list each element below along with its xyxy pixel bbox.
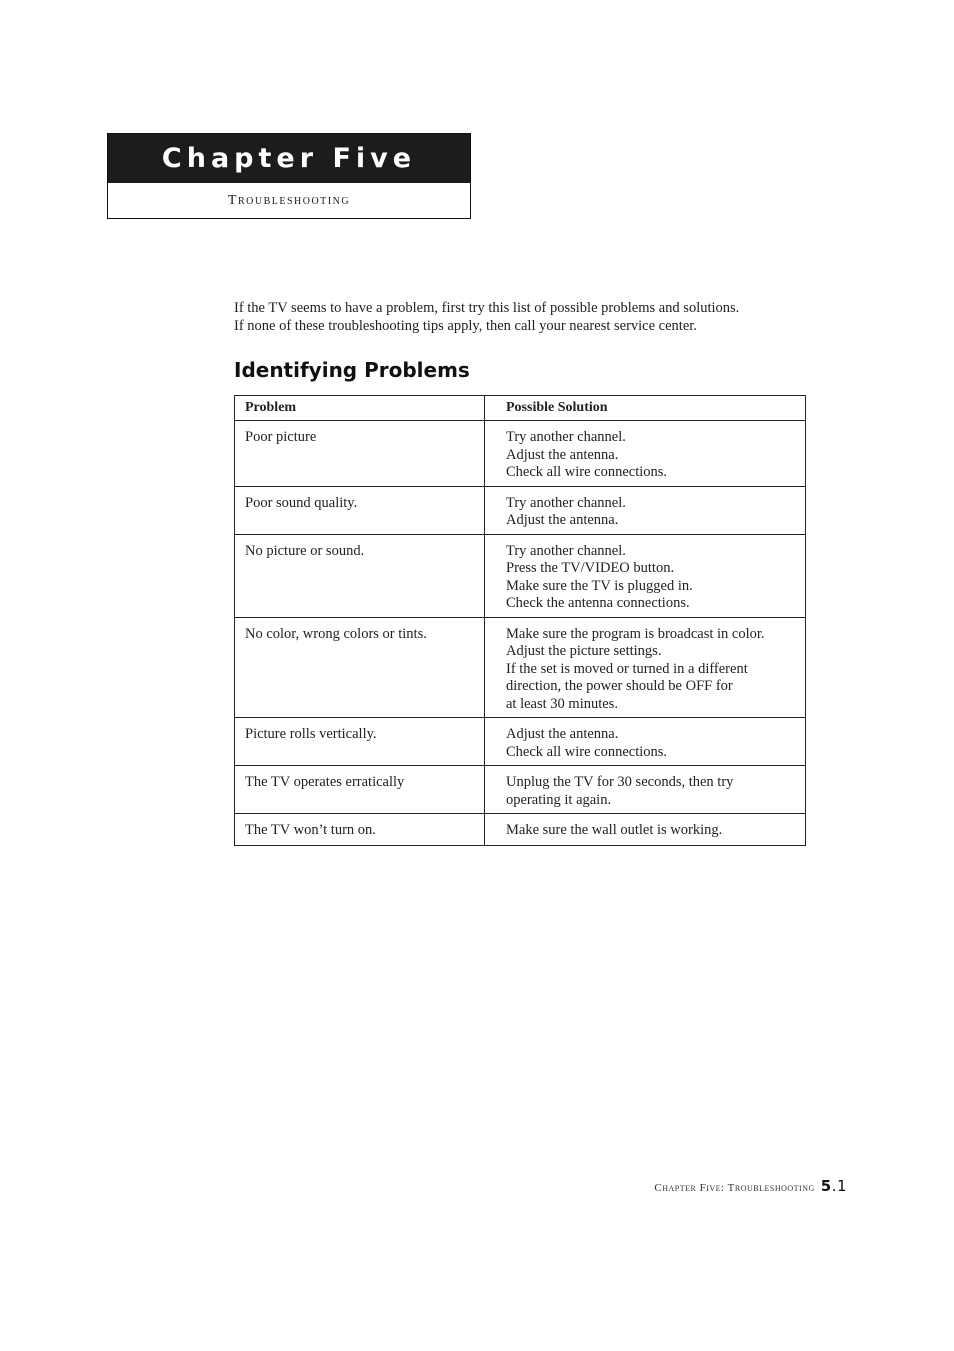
solution-cell	[485, 718, 806, 766]
table-row	[235, 617, 806, 718]
solution-line: Adjust the antenna.	[506, 512, 619, 528]
solution-line: Adjust the antenna.	[506, 726, 619, 742]
solution-line: Try another channel.	[506, 494, 626, 511]
chapter-subtitle: Troubleshooting	[227, 193, 351, 208]
intro-line: If the TV seems to have a problem, first try this list of possible problems and solutions.	[234, 300, 740, 316]
problem-cell: No picture or sound.	[235, 534, 485, 617]
column-header-solution: Possible Solution	[485, 396, 806, 421]
problem-cell: No color, wrong colors or tints.	[235, 617, 485, 718]
solution-line: Try another channel.	[506, 429, 626, 445]
table-row	[235, 814, 806, 846]
solution-line: Check the antenna connections.	[506, 595, 690, 611]
table-row	[235, 766, 806, 814]
table-row	[235, 486, 806, 534]
chapter-title: Chapter Five	[108, 134, 470, 183]
solution-line: Make sure the wall outlet is working.	[506, 822, 723, 838]
solution-cell	[485, 421, 806, 487]
table-header-row	[235, 396, 806, 421]
solution-cell	[485, 814, 806, 846]
intro-paragraph	[234, 299, 834, 335]
table-row	[235, 534, 806, 617]
solution-line: Adjust the antenna.	[506, 446, 619, 463]
solution-line: Make sure the TV is plugged in.	[506, 577, 693, 594]
page-number-minor: .1	[831, 1177, 847, 1195]
problem-cell: The TV operates erratically	[235, 766, 485, 814]
solution-line: Adjust the picture settings.	[506, 643, 662, 659]
solution-line: Make sure the program is broadcast in color.	[506, 625, 765, 642]
page-footer	[654, 1177, 847, 1195]
chapter-header	[107, 133, 471, 219]
solution-line: Try another channel.	[506, 542, 626, 559]
table-body	[235, 421, 806, 846]
solution-cell	[485, 617, 806, 718]
section-heading: Identifying Problems	[234, 358, 470, 382]
table-row	[235, 718, 806, 766]
running-head: Chapter Five: Troubleshooting	[654, 1182, 815, 1194]
solution-cell	[485, 534, 806, 617]
solution-line: If the set is moved or turned in a different	[506, 660, 748, 677]
solution-line: Check all wire connections.	[506, 743, 668, 760]
solution-line: at least 30 minutes.	[506, 695, 618, 712]
intro-line: If none of these troubleshooting tips apply, then call your nearest service center.	[234, 318, 697, 334]
table-row	[235, 421, 806, 487]
page-number	[821, 1177, 847, 1195]
solution-line: Unplug the TV for 30 seconds, then try	[506, 774, 734, 790]
solution-line: operating it again.	[506, 791, 612, 808]
solution-cell	[485, 486, 806, 534]
solution-line: direction, the power should be OFF for	[506, 678, 733, 694]
solution-cell	[485, 766, 806, 814]
solution-line: Check all wire connections.	[506, 464, 668, 480]
page-number-major: 5	[820, 1177, 832, 1195]
problem-cell: The TV won’t turn on.	[235, 814, 485, 846]
solution-line: Press the TV/VIDEO button.	[506, 560, 675, 576]
problem-cell: Picture rolls vertically.	[235, 718, 485, 766]
problem-cell: Poor sound quality.	[235, 486, 485, 534]
problem-cell: Poor picture	[235, 421, 485, 487]
troubleshooting-table	[234, 395, 806, 846]
column-header-problem: Problem	[235, 396, 485, 421]
